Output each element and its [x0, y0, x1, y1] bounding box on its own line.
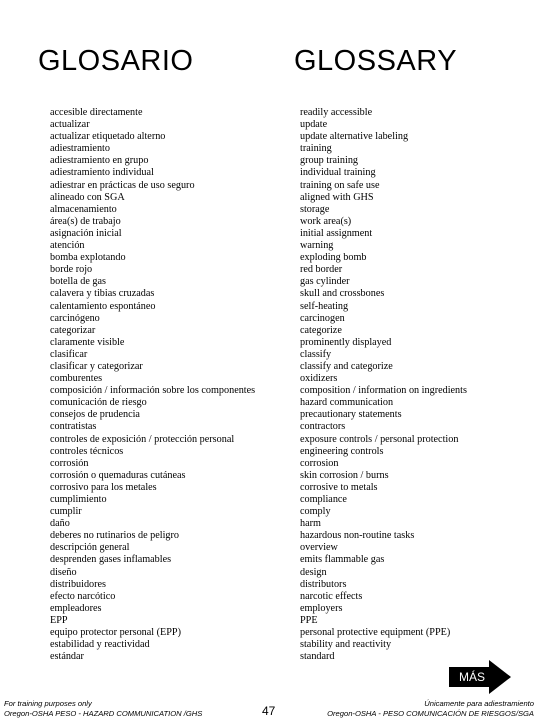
- spanish-term: daño: [50, 518, 70, 530]
- spanish-term: bomba explotando: [50, 252, 126, 264]
- spanish-term: EPP: [50, 614, 68, 626]
- spanish-term: carcinógeno: [50, 312, 100, 324]
- spanish-term: asignación inicial: [50, 227, 122, 239]
- english-term: warning: [300, 240, 334, 252]
- spanish-term: estabilidad y reactividad: [50, 639, 150, 651]
- english-term: oxidizers: [300, 373, 338, 385]
- spanish-term: controles de exposición / protección personal: [50, 433, 235, 445]
- english-term: update alternative labeling: [300, 131, 409, 143]
- spanish-term: actualizar etiquetado alterno: [50, 131, 166, 143]
- english-term: readily accessible: [300, 107, 373, 118]
- english-term: engineering controls: [300, 445, 384, 457]
- english-term: compliance: [300, 494, 347, 505]
- spanish-term: corrosión o quemaduras cutáneas: [50, 469, 186, 481]
- more-button[interactable]: [449, 660, 511, 694]
- spanish-term: categorizar: [50, 324, 96, 336]
- english-term: precautionary statements: [300, 409, 402, 421]
- spanish-term: adiestrar en prácticas de uso seguro: [50, 179, 195, 191]
- spanish-term: adiestramiento en grupo: [50, 155, 149, 167]
- english-term: hazardous non-routine tasks: [300, 530, 415, 542]
- english-term: prominently displayed: [300, 336, 392, 348]
- english-term: distributors: [300, 578, 347, 590]
- english-term: exploding bomb: [300, 252, 367, 264]
- english-term: initial assignment: [300, 227, 373, 239]
- english-term: classify and categorize: [300, 360, 393, 372]
- english-term: skin corrosion / burns: [300, 469, 389, 481]
- spanish-term: composición / información sobre los componentes: [50, 385, 256, 397]
- footer-right-line1: Únicamente para adiestramiento: [424, 699, 534, 708]
- spanish-term: clasificar: [50, 348, 88, 360]
- spanish-term: desprenden gases inflamables: [50, 554, 172, 566]
- spanish-term: calentamiento espontáneo: [50, 300, 156, 312]
- spanish-term: diseño: [50, 566, 77, 578]
- english-term: emits flammable gas: [300, 554, 385, 566]
- english-term: red border: [300, 264, 343, 276]
- spanish-term: comburentes: [50, 373, 103, 385]
- spanish-term: claramente visible: [50, 336, 125, 348]
- spanish-term: comunicación de riesgo: [50, 397, 147, 409]
- english-term: narcotic effects: [300, 590, 363, 602]
- footer-left-line2: Oregon-OSHA PESO - HAZARD COMMUNICATION /GHS: [4, 709, 203, 718]
- english-term: employers: [300, 602, 343, 614]
- english-heading: GLOSSARY: [294, 45, 458, 77]
- english-term: skull and crossbones: [300, 288, 385, 300]
- spanish-term: cumplir: [50, 506, 82, 518]
- english-term: design: [300, 566, 327, 578]
- spanish-term: actualizar: [50, 119, 90, 131]
- english-term: group training: [300, 155, 359, 167]
- english-term: carcinogen: [300, 312, 345, 324]
- spanish-term: accesible directamente: [50, 107, 143, 118]
- spanish-term: empleadores: [50, 602, 102, 614]
- english-term: gas cylinder: [300, 276, 350, 288]
- more-button-label: MÁS: [458, 670, 485, 684]
- english-term: individual training: [300, 167, 376, 179]
- english-term: update: [300, 119, 328, 131]
- page-number: 47: [262, 704, 276, 718]
- english-term: self-heating: [300, 300, 349, 312]
- spanish-term: calavera y tibias cruzadas: [50, 288, 155, 300]
- spanish-term: alineado con SGA: [50, 191, 125, 203]
- spanish-term: adiestramiento individual: [50, 167, 154, 179]
- spanish-term: controles técnicos: [50, 445, 124, 457]
- spanish-term: estándar: [50, 651, 84, 663]
- english-term: personal protective equipment (PPE): [300, 627, 451, 639]
- spanish-term: descripción general: [50, 542, 130, 554]
- english-term: hazard communication: [300, 397, 394, 409]
- spanish-term: área(s) de trabajo: [50, 215, 121, 227]
- english-term: stability and reactivity: [300, 639, 392, 651]
- english-term: PPE: [300, 614, 318, 626]
- spanish-term: cumplimiento: [50, 494, 107, 505]
- spanish-term: corrosión: [50, 457, 89, 469]
- spanish-term: efecto narcótico: [50, 590, 116, 602]
- english-term: classify: [300, 348, 332, 360]
- footer-right-line2: Oregon-OSHA - PESO COMUNICACIÓN DE RIESGOS/SGA: [327, 709, 534, 718]
- spanish-term: borde rojo: [50, 264, 93, 276]
- english-term: aligned with GHS: [300, 191, 374, 203]
- spanish-term: atención: [50, 240, 85, 252]
- spanish-term: consejos de prudencia: [50, 409, 140, 421]
- footer-right: [327, 699, 534, 719]
- english-term: contractors: [300, 421, 346, 433]
- english-term: categorize: [300, 324, 342, 336]
- spanish-term: almacenamiento: [50, 203, 117, 215]
- english-term: overview: [300, 542, 338, 554]
- spanish-term: deberes no rutinarios de peligro: [50, 530, 180, 542]
- english-term: corrosion: [300, 457, 339, 469]
- footer-left-line1: For training purposes only: [4, 699, 92, 708]
- english-term: exposure controls / personal protection: [300, 433, 459, 445]
- english-term: work area(s): [300, 215, 352, 227]
- spanish-term: adiestramiento: [50, 143, 110, 155]
- english-term: training: [300, 143, 332, 155]
- english-term: standard: [300, 651, 335, 663]
- spanish-term: botella de gas: [50, 276, 107, 288]
- english-term: storage: [300, 203, 330, 215]
- spanish-term: distribuidores: [50, 578, 107, 590]
- english-term: training on safe use: [300, 179, 380, 191]
- footer-left: [4, 699, 202, 719]
- spanish-term: corrosivo para los metales: [50, 481, 157, 493]
- spanish-term: equipo protector personal (EPP): [50, 627, 181, 639]
- spanish-term: contratistas: [50, 421, 97, 433]
- english-term: corrosive to metals: [300, 481, 378, 493]
- spanish-term-list: [50, 107, 255, 663]
- spanish-heading: GLOSARIO: [38, 45, 194, 77]
- english-term: harm: [300, 518, 321, 530]
- english-term: comply: [300, 506, 331, 518]
- spanish-term: clasificar y categorizar: [50, 360, 143, 372]
- english-term-list: [300, 107, 467, 663]
- english-term: composition / information on ingredients: [300, 385, 467, 397]
